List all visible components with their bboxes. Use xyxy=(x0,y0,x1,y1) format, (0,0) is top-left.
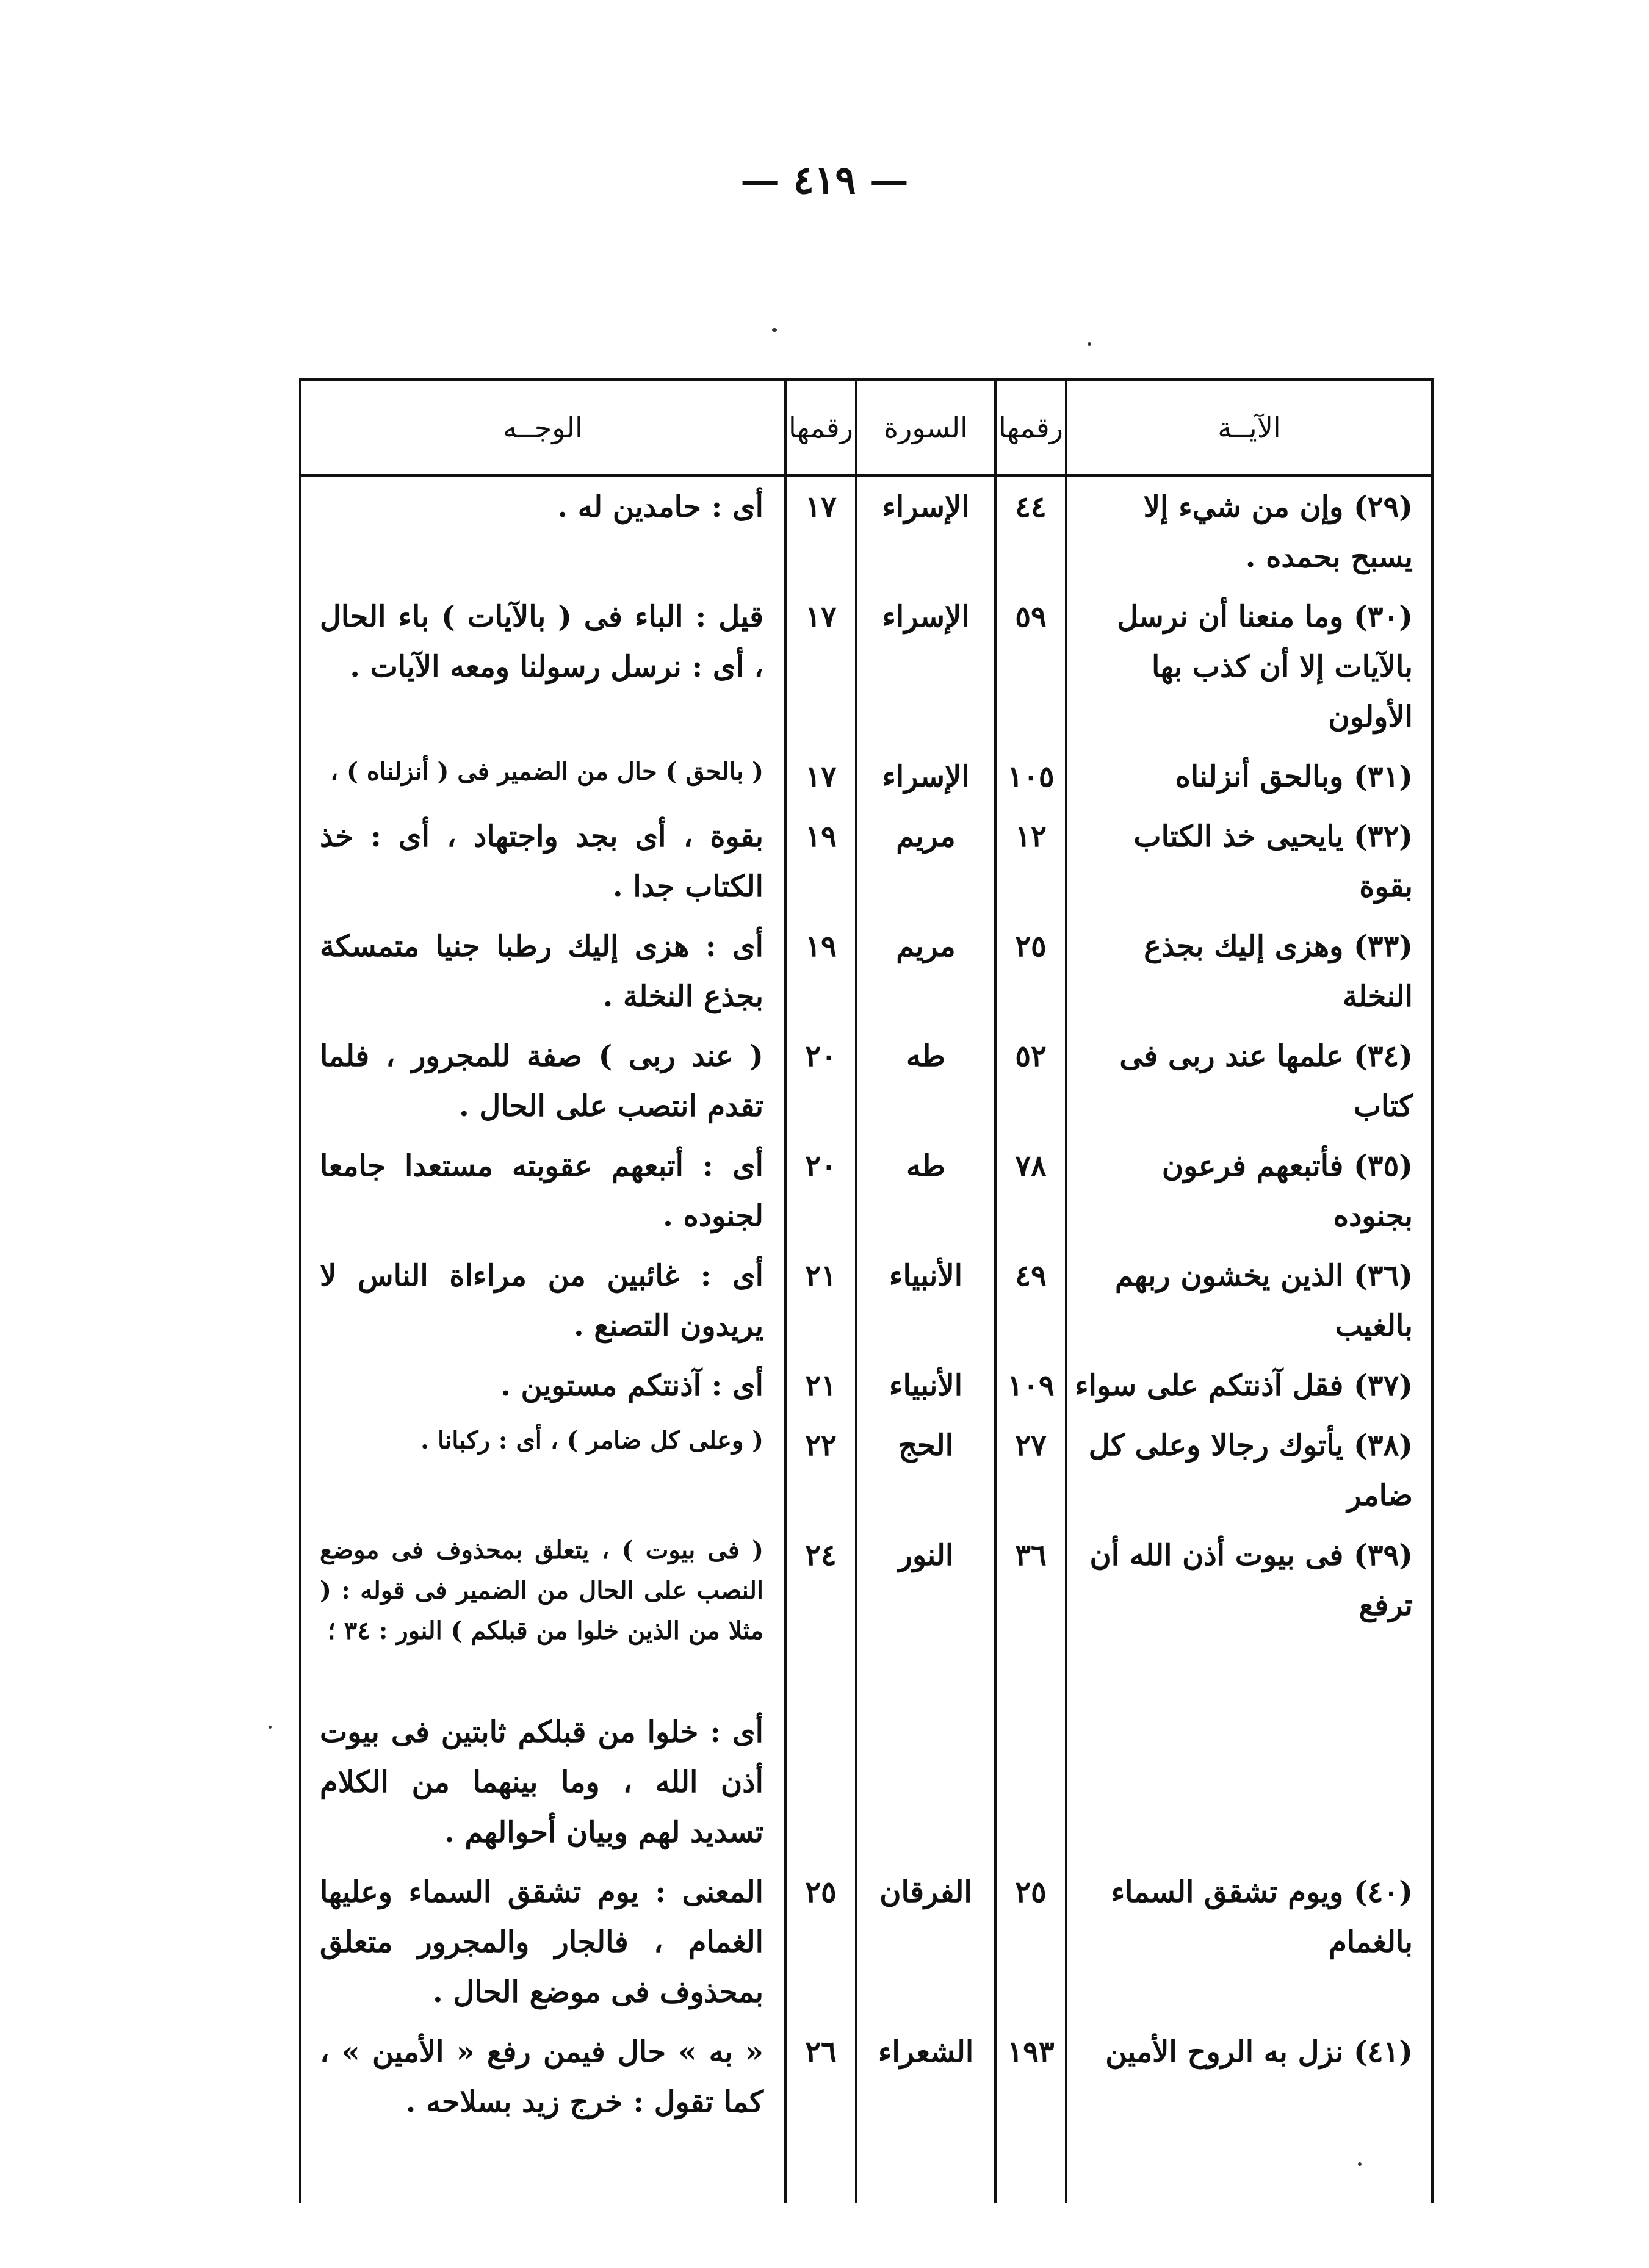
ink-speck xyxy=(1088,342,1091,346)
cell-surah-number: ٢١ xyxy=(785,1356,856,1416)
cell-ayah: (٣٥) فأتبعهم فرعون بجنوده xyxy=(1066,1136,1432,1246)
cell-ayah-number: ١٩٣ xyxy=(995,2022,1066,2132)
cell-ayah: (٣١) وبالحق أنزلناه xyxy=(1066,747,1432,807)
header-ayah: الآيــة xyxy=(1066,380,1432,476)
spacer-cell xyxy=(856,1656,995,1702)
cell-wajh: أى : غائبين من مراءاة الناس لا يريدون التصنع . xyxy=(300,1246,785,1356)
cell-surah: النور xyxy=(856,1525,995,1656)
table-row xyxy=(300,747,1432,807)
header-surah-number: رقمها xyxy=(785,380,856,476)
table-row xyxy=(300,916,1432,1026)
cell-surah-number: ٢٠ xyxy=(785,1026,856,1136)
cell-surah-number: ١٧ xyxy=(785,747,856,807)
index-table xyxy=(299,378,1434,2203)
cell-ayah: (٣٢) يايحيى خذ الكتاب بقوة xyxy=(1066,807,1432,916)
row-spacer xyxy=(300,1656,1432,1702)
cell-ayah-number: ٥٩ xyxy=(995,587,1066,747)
cell-surah-number: ٢٤ xyxy=(785,1525,856,1656)
page-number: — ٤١٩ — xyxy=(740,157,909,203)
cell-surah: الإسراء xyxy=(856,476,995,588)
table-row xyxy=(300,807,1432,916)
cell-surah: طه xyxy=(856,1026,995,1136)
cell-wajh: أى : حامدين له . xyxy=(300,476,785,588)
cell-surah xyxy=(856,1702,995,1862)
table-row xyxy=(300,587,1432,747)
cell-surah: طه xyxy=(856,1136,995,1246)
cell-wajh: « به » حال فيمن رفع « الأمين » ، كما تقول : خرج زيد بسلاحه . xyxy=(300,2022,785,2132)
cell-wajh: أى : أتبعهم عقوبته مستعدا جامعا لجنوده . xyxy=(300,1136,785,1246)
cell-surah: مريم xyxy=(856,807,995,916)
cell-surah: الفرقان xyxy=(856,1862,995,2022)
cell-ayah: (٢٩) وإن من شيء إلا يسبح بحمده . xyxy=(1066,476,1432,588)
cell-ayah: (٣٩) فى بيوت أذن الله أن ترفع xyxy=(1066,1525,1432,1656)
cell-surah: الأنبياء xyxy=(856,1246,995,1356)
spacer-cell xyxy=(785,1656,856,1702)
spacer-cell xyxy=(995,1656,1066,1702)
empty-cell xyxy=(995,2132,1066,2203)
header-ayah-number: رقمها xyxy=(995,380,1066,476)
table-row xyxy=(300,1356,1432,1416)
cell-ayah: (٣٣) وهزى إليك بجذع النخلة xyxy=(1066,916,1432,1026)
cell-wajh: المعنى : يوم تشقق السماء وعليها الغمام ، فالجار والمجرور متعلق بمحذوف فى موضع الحال . xyxy=(300,1862,785,2022)
cell-ayah-number: ٣٦ xyxy=(995,1525,1066,1656)
cell-wajh: ( وعلى كل ضامر ) ، أى : ركبانا . xyxy=(300,1416,785,1525)
cell-ayah-number: ٥٢ xyxy=(995,1026,1066,1136)
cell-wajh: أى : هزى إليك رطبا جنيا متمسكة بجذع النخلة . xyxy=(300,916,785,1026)
table-row xyxy=(300,1136,1432,1246)
cell-surah: مريم xyxy=(856,916,995,1026)
cell-ayah: (٣٦) الذين يخشون ربهم بالغيب xyxy=(1066,1246,1432,1356)
cell-ayah-number: ٢٧ xyxy=(995,1416,1066,1525)
spacer-cell xyxy=(300,1656,785,1702)
cell-ayah-number: ٢٥ xyxy=(995,1862,1066,2022)
cell-wajh: قيل : الباء فى ( بالآيات ) باء الحال ، أى : نرسل رسولنا ومعه الآيات . xyxy=(300,587,785,747)
cell-ayah: (٣٧) فقل آذنتكم على سواء xyxy=(1066,1356,1432,1416)
cell-wajh: ( فى بيوت ) ، يتعلق بمحذوف فى موضع النصب على الحال من الضمير فى قوله : ( مثلا من الذين خلوا من قبلكم ) النور : ٣٤ ؛ xyxy=(300,1525,785,1656)
table-row xyxy=(300,1416,1432,1525)
cell-surah: الشعراء xyxy=(856,2022,995,2132)
cell-surah: الحج xyxy=(856,1416,995,1525)
cell-ayah-number: ٤٤ xyxy=(995,476,1066,588)
cell-surah-number: ١٧ xyxy=(785,476,856,588)
cell-ayah-number: ١٠٥ xyxy=(995,747,1066,807)
cell-ayah xyxy=(1066,1702,1432,1862)
cell-ayah-number xyxy=(995,1702,1066,1862)
ink-speck xyxy=(269,1726,272,1729)
cell-wajh: بقوة ، أى بجد واجتهاد ، أى : خذ الكتاب جدا . xyxy=(300,807,785,916)
cell-surah-number: ٢٦ xyxy=(785,2022,856,2132)
table-row xyxy=(300,2022,1432,2132)
cell-surah: الإسراء xyxy=(856,587,995,747)
cell-ayah-number: ٤٩ xyxy=(995,1246,1066,1356)
cell-ayah: (٣٠) وما منعنا أن نرسل بالآيات إلا أن كذب بها الأولون xyxy=(1066,587,1432,747)
cell-ayah-number: ١٢ xyxy=(995,807,1066,916)
cell-wajh: ( عند ربى ) صفة للمجرور ، فلما تقدم انتصب على الحال . xyxy=(300,1026,785,1136)
table-row xyxy=(300,1702,1432,1862)
empty-cell xyxy=(785,2132,856,2203)
header-row xyxy=(300,380,1432,476)
header-wajh: الوجــه xyxy=(300,380,785,476)
table-row xyxy=(300,1246,1432,1356)
table-row xyxy=(300,1026,1432,1136)
cell-ayah: (٣٨) يأتوك رجالا وعلى كل ضامر xyxy=(1066,1416,1432,1525)
cell-surah-number: ١٩ xyxy=(785,916,856,1026)
table-row xyxy=(300,1862,1432,2022)
table-row xyxy=(300,1525,1432,1656)
cell-surah-number xyxy=(785,1702,856,1862)
ink-speck xyxy=(772,328,777,332)
cell-surah: الإسراء xyxy=(856,747,995,807)
table-bottom-space xyxy=(300,2132,1432,2203)
cell-surah: الأنبياء xyxy=(856,1356,995,1416)
empty-cell xyxy=(1066,2132,1432,2203)
cell-ayah-number: ٢٥ xyxy=(995,916,1066,1026)
cell-surah-number: ١٩ xyxy=(785,807,856,916)
cell-wajh: أى : خلوا من قبلكم ثابتين فى بيوت أذن الله ، وما بينهما من الكلام تسديد لهم وبيان أحوالهم . xyxy=(300,1702,785,1862)
cell-surah-number: ٢٢ xyxy=(785,1416,856,1525)
cell-surah-number: ٢٠ xyxy=(785,1136,856,1246)
cell-ayah: (٣٤) علمها عند ربى فى كتاب xyxy=(1066,1026,1432,1136)
spacer-cell xyxy=(1066,1656,1432,1702)
header-surah: السورة xyxy=(856,380,995,476)
cell-surah-number: ٢١ xyxy=(785,1246,856,1356)
empty-cell xyxy=(856,2132,995,2203)
cell-ayah-number: ٧٨ xyxy=(995,1136,1066,1246)
empty-cell xyxy=(300,2132,785,2203)
cell-wajh: أى : آذنتكم مستوين . xyxy=(300,1356,785,1416)
cell-surah-number: ١٧ xyxy=(785,587,856,747)
table-row xyxy=(300,476,1432,588)
cell-surah-number: ٢٥ xyxy=(785,1862,856,2022)
cell-wajh: ( بالحق ) حال من الضمير فى ( أنزلناه ) ، xyxy=(300,747,785,807)
cell-ayah: (٤١) نزل به الروح الأمين xyxy=(1066,2022,1432,2132)
cell-ayah-number: ١٠٩ xyxy=(995,1356,1066,1416)
cell-ayah: (٤٠) ويوم تشقق السماء بالغمام xyxy=(1066,1862,1432,2022)
